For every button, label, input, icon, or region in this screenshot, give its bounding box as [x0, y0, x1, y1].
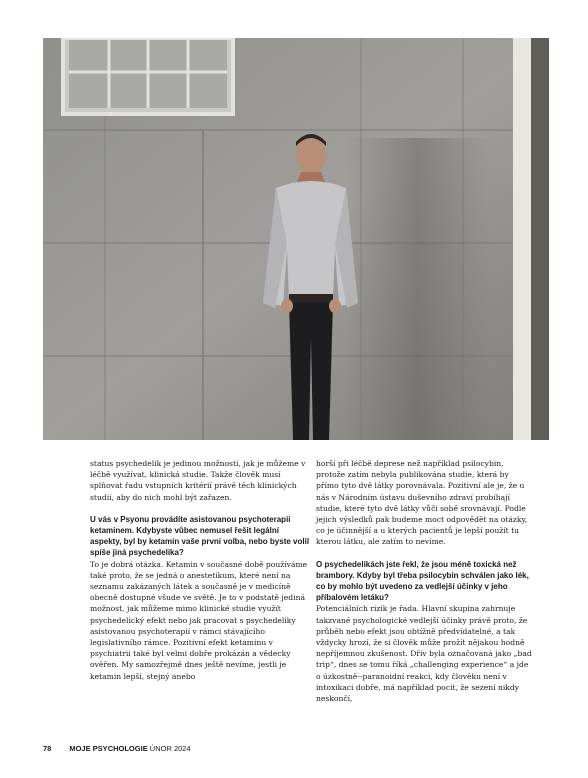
- paragraph: To je dobrá otázka. Ketamin v současné době používáme také proto, že se jedná o anestetikum, které není na seznamu zakázaných látek a současně je v medicíně obecně dostupné všude ve světě. Je to v podstatě jediná možnost, jak můžeme mimo klinické studie využít psychedelický efekt nebo jak pracovat s psychedeliky asistovanou psychoterapií v rámci stávajícího legislativního rámce. Pozitivní efekt ketaminu v psychiatrii také byl velmi dobře prokázán a vědecky ověřen. My samozřejmě dnes ještě nevíme, jestli je ketamin lepší, stejný anebo: [90, 559, 308, 681]
- paragraph: status psychedelik je jedinou možností, jak je můžeme v léčbě využívat, klinická studie. Takže člověk musí splňovat řadu vstupních kritérií právě těch klinických studií, aby do nich mohl být zařazen.: [90, 459, 306, 502]
- article-column-left: [90, 458, 312, 682]
- paragraph: horší při léčbě deprese než například psilocybin, protože zatím nebyla publikována studie, která by přímo tyto dvě látky porovnávala. Pozitivní ale je, že u nás v Národním ústavu duševního zdraví probíhají studie, které tyto dvě látky vůči sobě srovnávají. Podle jejich výsledků pak budeme moct odpovědět na otázky, co je účinnější a u kterých pacientů je lepší použít tu kterou látku, ale zatím to nevíme.: [316, 459, 528, 547]
- portrait-photo: [43, 38, 549, 440]
- paragraph: Potenciálních rizik je řada. Hlavní skupina zahrnuje takzvané psychologické vedlejší účinky právě proto, že průběh nebo efekt jsou obtížně předvídatelné, a tak vždycky hrozí, že si člověk může prožít nějakou hodně nepříjemnou zkušenost. Dřív byla označovaná jako „bad trip“, dnes se tomu říká „challenging experience“ a jde o úzkostně-‑paranoidní reakci, kdy člověku není v intoxikaci dobře, má například pocit, že sezení nikdy neskončí,: [316, 604, 532, 704]
- article-column-right: [316, 458, 532, 704]
- page-number: 78: [43, 744, 52, 753]
- page-footer: [43, 744, 191, 753]
- interview-question: O psychedelikách jste řekl, že jsou méně toxická než brambory. Kdyby byl třeba psilocybin schválen jako lék, co by mohlo být uvedeno za vedlejší účinky v jeho příbalovém letáku?: [316, 559, 529, 603]
- issue-date: ÚNOR 2024: [147, 744, 191, 753]
- interview-question: U vás v Psyonu provádíte asistovanou psychoterapii ketaminem. Kdybyste vůbec nemusel řešit legální aspekty, byl by ketamin vaše první volba, nebo byste volil spíše jiná psychedelika?: [90, 514, 310, 558]
- magazine-name: MOJE PSYCHOLOGIE: [69, 744, 148, 753]
